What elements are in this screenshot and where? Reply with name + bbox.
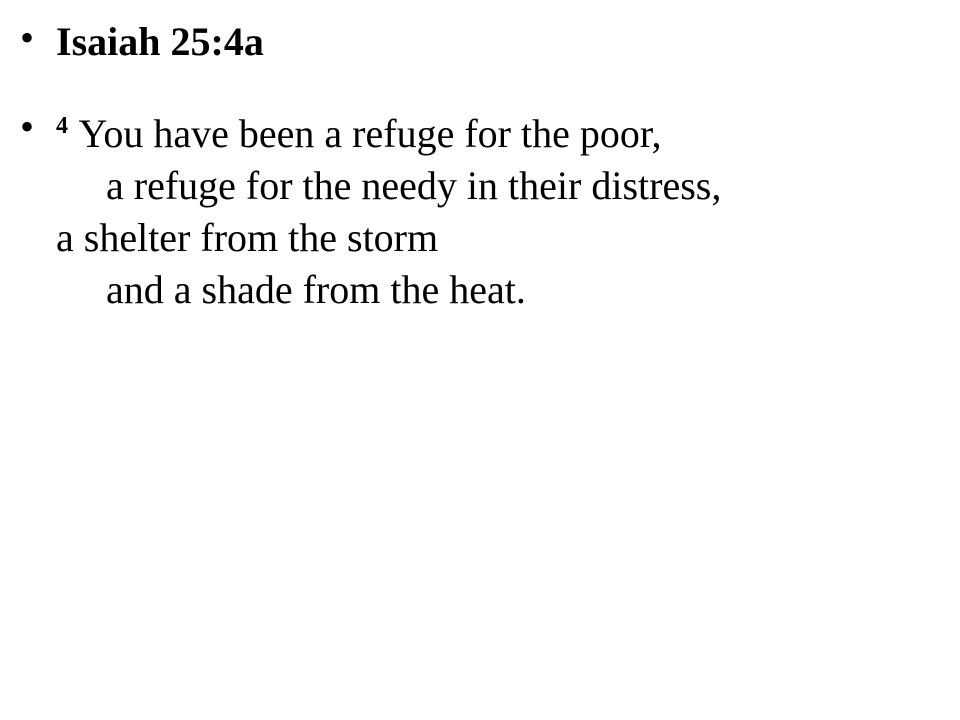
verse-line-text: You have been a refuge for the poor, [78, 111, 662, 156]
scripture-reference-heading: Isaiah 25:4a [56, 19, 264, 64]
verse-text [56, 100, 721, 316]
verse-line: a shelter from the storm [56, 215, 439, 260]
bullet-marker: • [20, 104, 35, 149]
verse-line [56, 100, 721, 160]
verse-line: and a shade from the heat. [106, 267, 526, 312]
bullet-marker: • [20, 15, 35, 60]
verse-number: 4 [56, 113, 68, 139]
verse-line: a refuge for the needy in their distress, [106, 163, 722, 208]
